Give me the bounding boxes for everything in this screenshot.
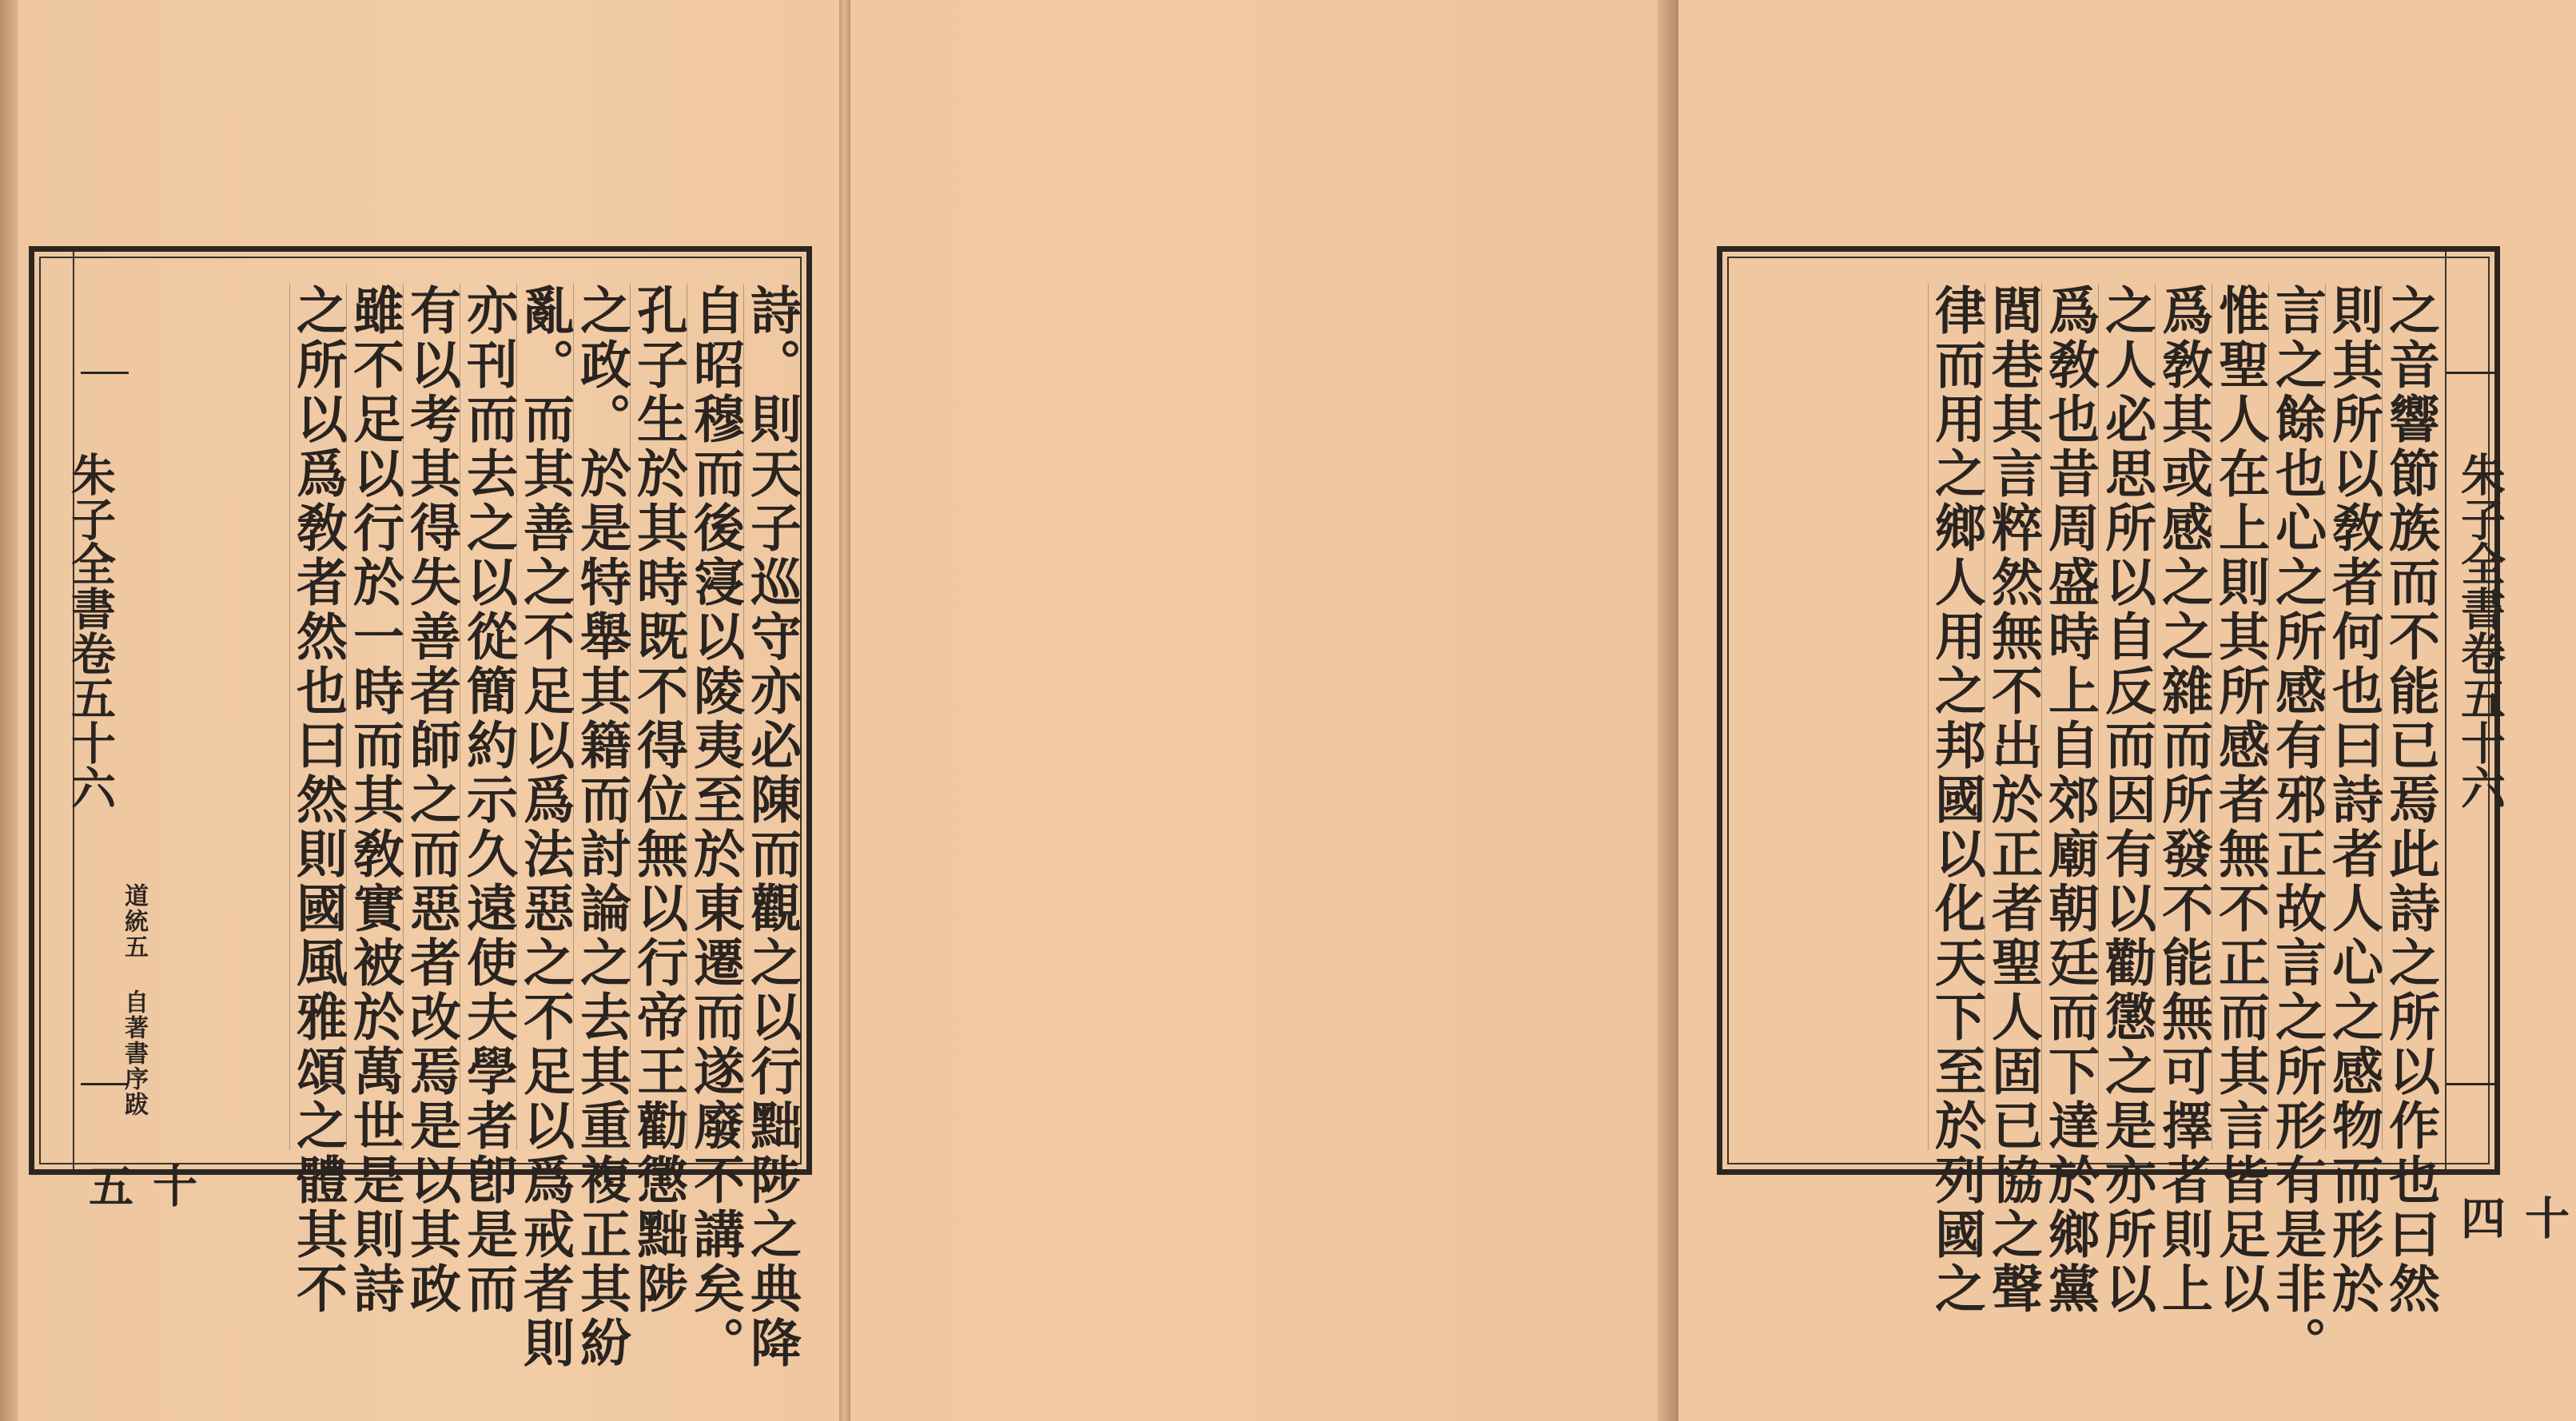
text-column: 亂。而其善之不足以爲法惡之不足以爲戒者則 — [515, 284, 575, 1371]
text-column: 言之餘也心之所感有邪正故言之所形有是非。 — [2267, 284, 2327, 1371]
text-column: 爲敎也昔周盛時上自郊廟朝廷而下達於鄉黨 — [2040, 284, 2100, 1316]
right-text-columns — [1729, 284, 2440, 1371]
fishtail-mark-top — [81, 372, 129, 406]
text-column: 惟聖人在上則其所感者無不正而其言皆足以 — [2210, 284, 2270, 1316]
text-column: 閭巷其言粹然無不出於正者聖人固已協之聲 — [1983, 284, 2043, 1316]
fishtail-mark-top — [2447, 372, 2494, 406]
text-column: 有以考其得失善者師之而惡者改焉是以其政 — [401, 284, 461, 1316]
text-column: 之政。於是特舉其籍而討論之去其重複正其紛 — [571, 284, 631, 1371]
left-print-frame — [29, 246, 812, 1371]
band-title: 朱子全書卷五十六 — [2454, 452, 2506, 810]
fishtail-mark-bottom — [81, 1083, 129, 1117]
text-column: 詩。則天子巡守亦必陳而觀之以行黜陟之典降 — [742, 284, 802, 1371]
band-title: 朱子全書卷五十六 — [64, 452, 117, 810]
text-column: 爲敎其或感之之雜而所發不能無可擇者則上 — [2153, 284, 2213, 1316]
text-column: 律而用之鄉人用之邦國以化天下至於列國之 — [1926, 284, 1986, 1316]
text-column: 自昭穆而後寖以陵夷至於東遷而遂廢不講矣。 — [685, 284, 745, 1371]
left-page — [0, 0, 841, 1421]
text-column: 之人必思所以自反而因有以勸懲之是亦所以 — [2096, 284, 2156, 1316]
text-column: 則其所以敎者何也曰詩者人心之感物而形於 — [2323, 284, 2383, 1316]
fishtail-mark-bottom — [2447, 1083, 2494, 1117]
band-subtitle: 道統五 自著書序跋 — [120, 883, 148, 1117]
right-page — [847, 0, 2570, 1421]
right-print-frame — [1717, 246, 2570, 1371]
left-center-band — [64, 252, 198, 1208]
text-column: 雖不足以行於一時而其敎實被於萬世是則詩 — [344, 284, 404, 1316]
text-column: 之音響節族而不能已焉此詩之所以作也曰然 — [2380, 284, 2440, 1316]
folio-number: 十五 — [82, 1163, 198, 1208]
text-column: 亦刊而去之以從簡約示久遠使夫學者卽是而 — [458, 284, 518, 1316]
text-column: 之所以爲敎者然也曰然則國風雅頌之體其不 — [288, 284, 348, 1316]
text-column: 孔子生於其時既不得位無以行帝王勸懲黜陟 — [628, 284, 688, 1316]
folio-number: 十四 — [2454, 1195, 2570, 1240]
right-center-band — [2445, 252, 2570, 1240]
